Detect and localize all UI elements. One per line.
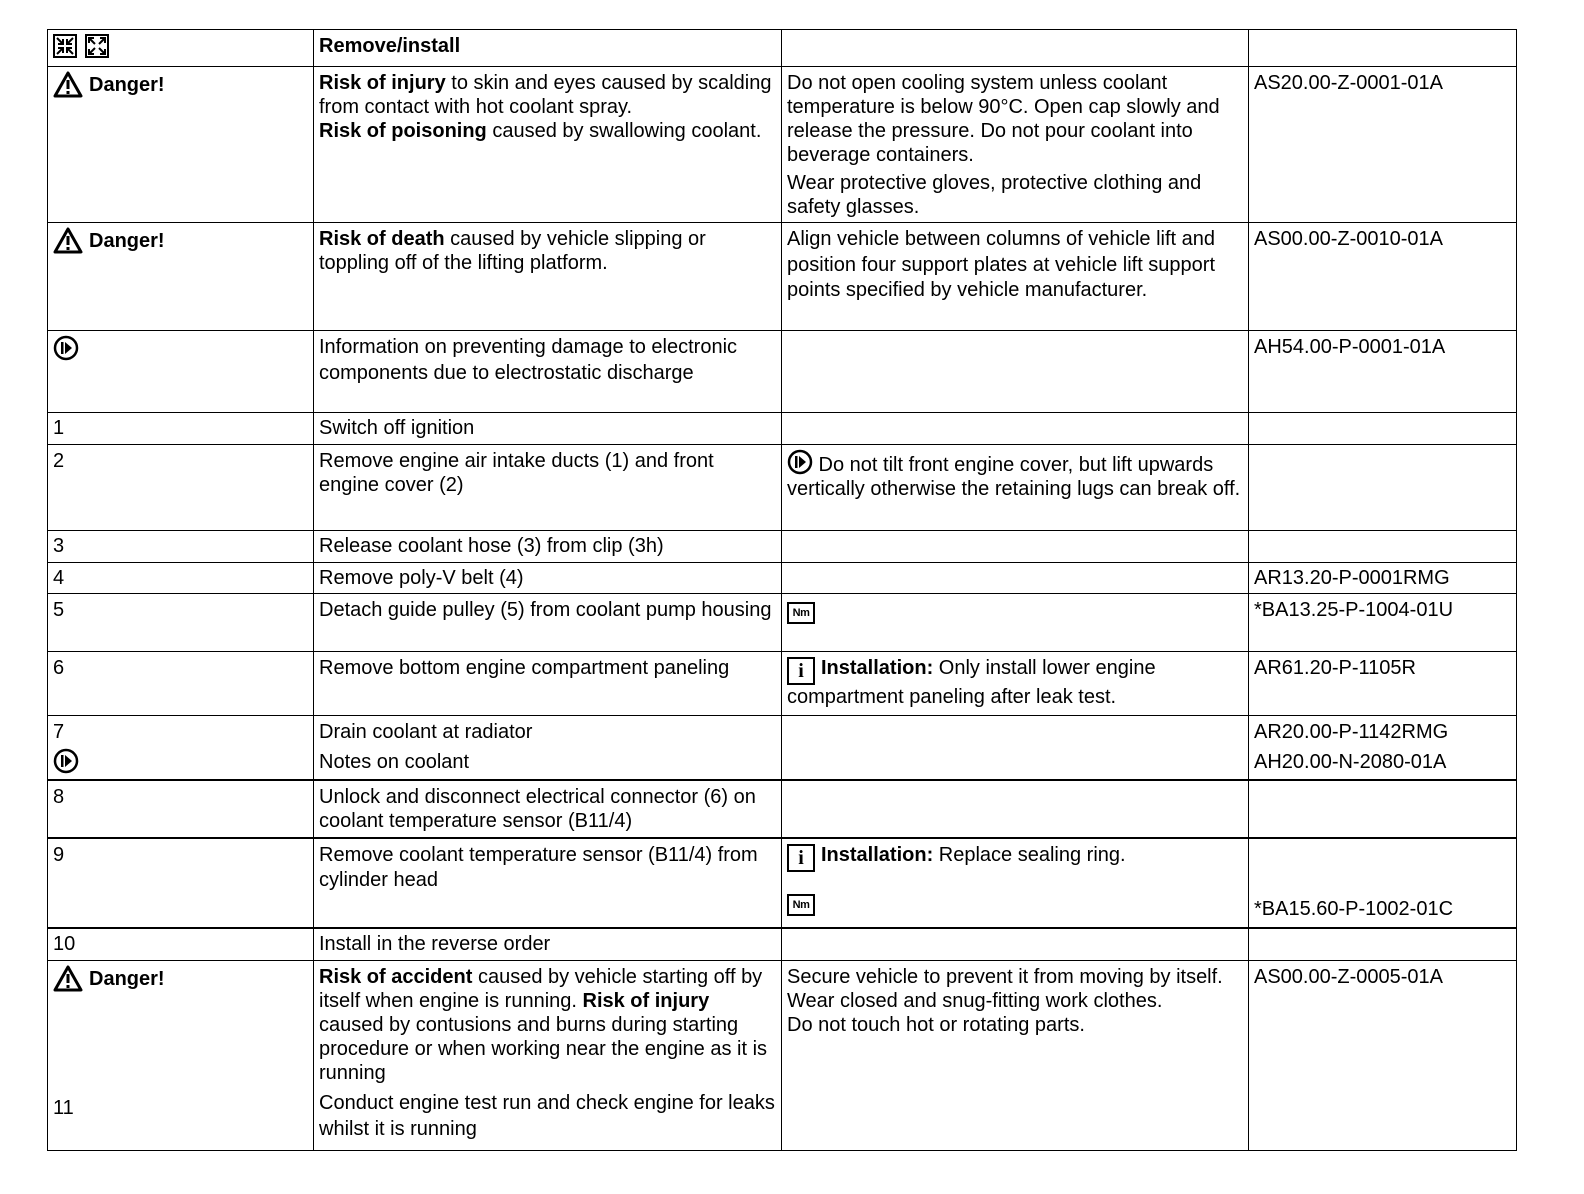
empty-cell [1249,928,1517,961]
measure-text: Secure vehicle to prevent it from moving by itself. [787,966,1223,988]
measure-text: Align vehicle between columns of vehicle lift and position four support plates at vehicle lift support points specified by vehicle manufacturer. [782,223,1249,331]
reference-link[interactable]: AR13.20-P-0001RMG [1249,563,1517,594]
table-row-danger [48,67,1517,223]
reference-link[interactable]: AS00.00-Z-0005-01A [1249,961,1517,1151]
table-row-step [48,652,1517,716]
step-text: Information on preventing damage to electronic components due to electrostatic discharge [314,331,782,413]
step-text: Install in the reverse order [314,928,782,961]
step-number: 10 [48,928,314,961]
step-number: 3 [48,531,314,563]
notice-icon [787,449,813,475]
warning-triangle-icon [53,965,83,992]
danger-label: Danger! [89,73,165,96]
measure-text: Wear protective gloves, protective clothing and safety glasses. [787,172,1202,218]
reference-cell [1249,838,1517,928]
table-row-header [48,30,1517,67]
hazard-text: caused by swallowing coolant. [486,120,762,142]
table-row-step [48,445,1517,531]
notice-icon [53,335,79,361]
notice-cell [48,331,314,413]
table-row-step [48,780,1517,838]
reference-link[interactable]: AS00.00-Z-0010-01A [1249,223,1517,331]
table-row-step [48,716,1517,780]
remove-icon [53,34,77,58]
hazard-bold: Risk of poisoning [319,120,487,142]
step-text: Release coolant hose (3) from clip (3h) [314,531,782,563]
danger-cell [48,67,314,223]
torque-icon: Nm [787,602,815,624]
empty-cell [1249,445,1517,531]
reference-link[interactable]: AH20.00-N-2080-01A [1254,751,1447,773]
table-row-step [48,594,1517,652]
note-bold: Installation: [821,843,934,866]
step-text: Remove bottom engine compartment paneling [314,652,782,716]
notice-icon [53,748,79,774]
measure-text: Do not open cooling system unless coolant temperature is below 90°C. Open cap slowly and release the pressure. Do not pour coolant into beverage containers. [787,72,1220,166]
step-text-cell [314,716,782,780]
reference-link[interactable]: *BA15.60-P-1002-01C [1254,897,1454,920]
hazard-cell [314,67,782,223]
empty-cell [782,780,1249,838]
table-row-step [48,531,1517,563]
torque-icon: Nm [787,894,815,916]
hazard-text: caused by vehicle starting off by itself when engine is running. [319,966,763,1012]
hazard-bold: Risk of injury [319,72,446,94]
step-number: 4 [48,563,314,594]
empty-cell [782,413,1249,445]
step-text: Remove engine air intake ducts (1) and front engine cover (2) [314,445,782,531]
step-number: 2 [48,445,314,531]
reference-link[interactable]: *BA13.25-P-1004-01U [1249,594,1517,652]
measure-text: Wear closed and snug-fitting work clothes. [787,990,1163,1012]
table-row-step [48,563,1517,594]
table-row-step [48,928,1517,961]
hazard-cell [314,961,782,1151]
note-text: Do not tilt front engine cover, but lift upwards vertically otherwise the retaining lugs can break off. [787,454,1241,500]
table-row-step [48,838,1517,928]
torque-cell [782,594,1249,652]
measure-cell [782,961,1249,1151]
step-text: Notes on coolant [319,751,470,773]
reference-link[interactable]: AR20.00-P-1142RMG [1254,721,1449,743]
step-number: 8 [48,780,314,838]
measure-cell [782,67,1249,223]
hazard-bold: Risk of accident [319,966,473,988]
reference-cell [1249,716,1517,780]
table-row-danger [48,961,1517,1151]
step-text: Switch off ignition [314,413,782,445]
table-row-note [48,331,1517,413]
hazard-text: caused by vehicle slipping or toppling off of the lifting platform. [319,228,706,274]
hazard-text: caused by contusions and burns during starting procedure or when working near the engine as it is running [319,1014,768,1084]
danger-cell [48,223,314,331]
reference-link[interactable]: AS20.00-Z-0001-01A [1249,67,1517,223]
note-cell [782,652,1249,716]
step-text: Detach guide pulley (5) from coolant pump housing [314,594,782,652]
header-icons-cell [48,30,314,67]
note-cell [782,838,1249,928]
info-icon: i [787,657,815,685]
step-text: Conduct engine test run and check engine for leaks whilst it is running [319,1092,775,1140]
hazard-cell [314,223,782,331]
empty-cell [782,716,1249,780]
empty-cell [782,531,1249,563]
empty-cell [1249,780,1517,838]
note-bold: Installation: [821,657,934,679]
header-title: Remove/install [314,30,782,67]
empty-cell [1249,531,1517,563]
table-row-danger [48,223,1517,331]
step-text: Remove poly-V belt (4) [314,563,782,594]
empty-cell [782,928,1249,961]
hazard-text: to skin and eyes caused by scalding from contact with hot coolant spray. [319,72,772,118]
step-number: 11 [53,1097,74,1119]
danger-label: Danger! [89,967,165,990]
danger-label: Danger! [89,229,165,252]
install-icon [85,34,109,58]
hazard-bold: Risk of injury [582,990,710,1012]
header-empty-cell [782,30,1249,67]
danger-cell [48,961,314,1151]
table-row-step [48,413,1517,445]
empty-cell [782,563,1249,594]
step-number: 1 [48,413,314,445]
reference-link[interactable]: AR61.20-P-1105R [1249,652,1517,716]
measure-text: Do not touch hot or rotating parts. [787,1014,1085,1036]
warning-triangle-icon [53,71,83,98]
procedure-table [47,29,1517,1151]
step-number: 5 [48,594,314,652]
reference-link[interactable]: AH54.00-P-0001-01A [1249,331,1517,413]
empty-cell [782,331,1249,413]
warning-triangle-icon [53,227,83,254]
hazard-bold: Risk of death [319,228,445,250]
note-text: Only install lower engine compartment paneling after leak test. [787,657,1156,708]
step-text: Unlock and disconnect electrical connector (6) on coolant temperature sensor (B11/4) [314,780,782,838]
info-icon: i [787,844,815,872]
note-cell [782,445,1249,531]
header-empty-cell [1249,30,1517,67]
step-number: 9 [48,838,314,928]
step-number-cell [48,716,314,780]
step-number: 7 [53,721,65,743]
step-text: Drain coolant at radiator [319,721,533,743]
empty-cell [1249,413,1517,445]
step-text: Remove coolant temperature sensor (B11/4) from cylinder head [314,838,782,928]
note-text: Replace sealing ring. [933,843,1126,866]
step-number: 6 [48,652,314,716]
